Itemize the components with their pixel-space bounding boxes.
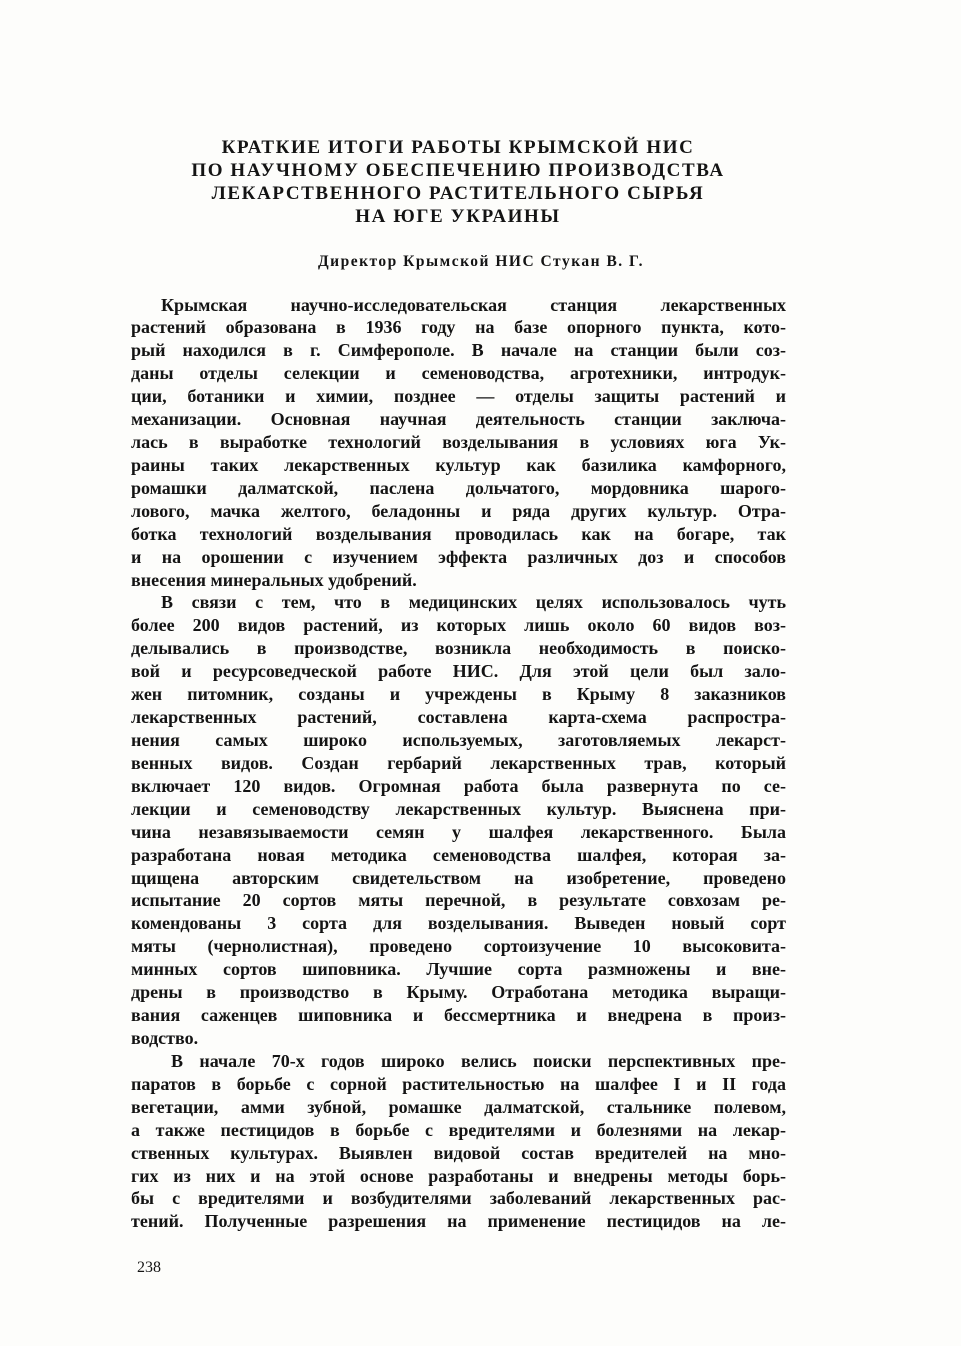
text-line: разработана новая методика семеноводства шалфея, которая за- bbox=[131, 844, 786, 865]
text-line: а также пестицидов в борьбе с вредителями и болезнями на лекар- bbox=[131, 1119, 786, 1140]
text-line: вой и ресурсоведческой работе НИС. Для этой цели был зало- bbox=[131, 661, 786, 682]
text-line: чина незавязываемости семян у шалфея лекарственного. Была bbox=[131, 821, 786, 842]
text-line: тений. Полученные разрешения на применение пестицидов на ле- bbox=[131, 1211, 786, 1232]
text-line: ботка технологий возделывания проводилась как на богаре, так bbox=[131, 523, 786, 544]
text-line: испытание 20 сортов мяты перечной, в результате совхозам ре- bbox=[131, 890, 786, 911]
text-line: ции, ботаники и химии, позднее — отделы защиты растений и bbox=[131, 386, 786, 407]
text-line: и на орошении с изучением эффекта различных доз и способов bbox=[131, 546, 786, 567]
text-line: венных видов. Создан гербарий лекарственных трав, который bbox=[131, 752, 786, 773]
paragraph bbox=[131, 591, 786, 1049]
text-line: дрены в производство в Крыму. Отработана методика выращи- bbox=[131, 982, 786, 1003]
text-line: нения самых широко используемых, заготовляемых лекарст- bbox=[131, 730, 786, 751]
text-line: В начале 70-х годов широко велись поиски перспективных пре- bbox=[171, 1050, 786, 1071]
text-line: лекарственных растений, составлена карта-схема распростра- bbox=[131, 707, 786, 728]
title-line: КРАТКИЕ ИТОГИ РАБОТЫ КРЫМСКОЙ НИС bbox=[221, 137, 695, 158]
text-line: бы с вредителями и возбудителями заболеваний лекарственных рас- bbox=[131, 1188, 786, 1209]
text-line: щищена авторским свидетельством на изобретение, проведено bbox=[131, 867, 786, 888]
document-body bbox=[131, 294, 786, 1234]
text-line: Крымская научно-исследовательская станция лекарственных bbox=[161, 294, 786, 315]
text-line: раины таких лекарственных культур как базилика камфорного, bbox=[131, 454, 786, 475]
text-line: внесения минеральных удобрений. bbox=[131, 569, 417, 590]
text-line: лекции и семеноводству лекарственных культур. Выяснена при- bbox=[131, 798, 786, 819]
text-line: гих из них и на этой основе разработаны и внедрены методы борь- bbox=[131, 1165, 786, 1186]
text-line: водство. bbox=[131, 1028, 199, 1048]
text-line: более 200 видов растений, из которых лишь около 60 видов воз- bbox=[131, 615, 786, 636]
title-line: НА ЮГЕ УКРАИНЫ bbox=[355, 206, 561, 227]
text-line: вания саженцев шиповника и бессмертника и внедрена в произ- bbox=[131, 1005, 786, 1026]
text-line: включает 120 видов. Огромная работа была развернута по се- bbox=[131, 775, 786, 796]
text-line: делывались в производстве, возникла необходимость в поиско- bbox=[131, 638, 786, 659]
page-number: 238 bbox=[137, 1259, 161, 1276]
text-line: комендованы 3 сорта для возделывания. Выведен новый сорт bbox=[131, 913, 786, 934]
document-title bbox=[130, 136, 786, 228]
text-line: лового, мачка желтого, беладонны и ряда других культур. Отра- bbox=[131, 500, 786, 521]
text-line: механизации. Основная научная деятельность станции заключа- bbox=[131, 409, 786, 430]
text-line: жен питомник, созданы и учреждены в Крыму 8 заказников bbox=[131, 684, 786, 705]
text-line: даны отделы селекции и семеноводства, агротехники, интродук- bbox=[131, 363, 786, 384]
text-line: ромашки далматской, паслена дольчатого, мордовника шарого- bbox=[131, 477, 786, 498]
paragraph bbox=[131, 294, 786, 592]
title-line: ПО НАУЧНОМУ ОБЕСПЕЧЕНИЮ ПРОИЗВОДСТВА bbox=[191, 160, 725, 181]
title-line: ЛЕКАРСТВЕННОГО РАСТИТЕЛЬНОГО СЫРЬЯ bbox=[211, 183, 705, 204]
text-line: ственных культурах. Выявлен видовой состав вредителей на мно- bbox=[131, 1142, 786, 1163]
text-line: растений образована в 1936 году на базе опорного пункта, кото- bbox=[131, 317, 786, 338]
text-line: В связи с тем, что в медицинских целях использовалось чуть bbox=[161, 592, 786, 613]
text-line: минных сортов шиповника. Лучшие сорта размножены и вне- bbox=[131, 959, 786, 980]
text-line: мяты (чернолистная), проведено сортоизучение 10 высоковита- bbox=[131, 936, 786, 957]
paragraph bbox=[131, 1050, 786, 1233]
author-line: Директор Крымской НИС Стукан В. Г. bbox=[318, 253, 645, 270]
text-line: паратов в борьбе с сорной растительностью на шалфее I и II года bbox=[131, 1073, 786, 1094]
text-line: лась в выработке технологий возделывания в условиях юга Ук- bbox=[131, 432, 786, 453]
text-line: рый находился в г. Симферополе. В начале на станции были соз- bbox=[131, 340, 786, 361]
text-line: вегетации, амми зубной, ромашке далматской, стальнике полевом, bbox=[131, 1096, 786, 1117]
